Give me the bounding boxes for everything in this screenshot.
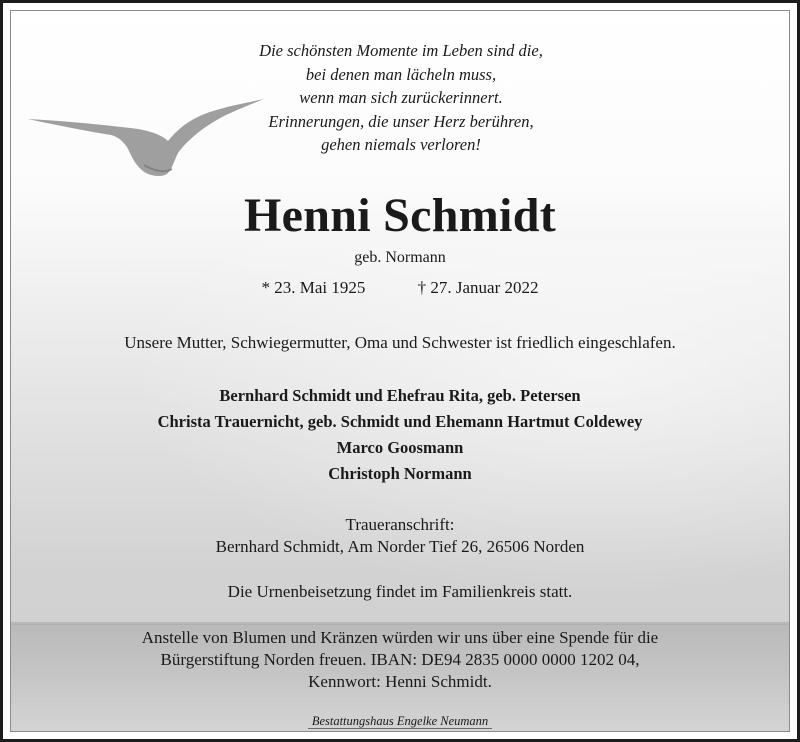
address-line: Bernhard Schmidt, Am Norder Tief 26, 26506 Norden (215, 537, 585, 556)
life-dates (11, 277, 789, 299)
mourner-entry: Marco Goosmann (336, 438, 464, 457)
maiden-name: geb. Normann (354, 249, 446, 266)
inner-frame (10, 10, 790, 732)
address-label: Traueranschrift: (345, 515, 455, 534)
memorial-poem (191, 39, 611, 157)
mourner-entry: Bernhard Schmidt und Ehefrau Rita, geb. Petersen (219, 386, 581, 405)
death-date: † 27. Januar 2022 (417, 278, 539, 297)
donation-line: Bürgerstiftung Norden freuen. IBAN: DE94 2835 0000 0000 1202 04, (160, 650, 640, 669)
deceased-name: Henni Schmidt (244, 189, 556, 242)
undertaker-credit (11, 713, 789, 729)
birth-date: * 23. Mai 1925 (261, 278, 366, 297)
poem-line: bei denen man lächeln muss, (305, 64, 497, 84)
donation-request (11, 627, 789, 693)
notice-content (11, 11, 789, 731)
mourning-address (11, 514, 789, 558)
poem-line: Die schönsten Momente im Leben sind die, (259, 41, 543, 60)
donation-line: Anstelle von Blumen und Kränzen würden wir uns über eine Spende für die (141, 628, 659, 647)
poem-line: Erinnerungen, die unser Herz berühren, (268, 111, 534, 131)
undertaker-name: Bestattungshaus Engelke Neumann (308, 714, 492, 729)
mourner-entry: Christoph Normann (328, 464, 472, 483)
family-statement: Unsere Mutter, Schwiegermutter, Oma und Schwester ist friedlich eingeschlafen. (124, 333, 676, 352)
mourners-list (11, 383, 789, 487)
poem-line: gehen niemals verloren! (321, 135, 481, 154)
funeral-note: Die Urnenbeisetzung findet im Familienkreis statt. (227, 582, 573, 601)
poem-line: wenn man sich zurückerinnert. (299, 88, 503, 107)
mourner-entry: Christa Trauernicht, geb. Schmidt und Ehemann Hartmut Coldewey (157, 412, 643, 431)
donation-line: Kennwort: Henni Schmidt. (308, 672, 492, 691)
